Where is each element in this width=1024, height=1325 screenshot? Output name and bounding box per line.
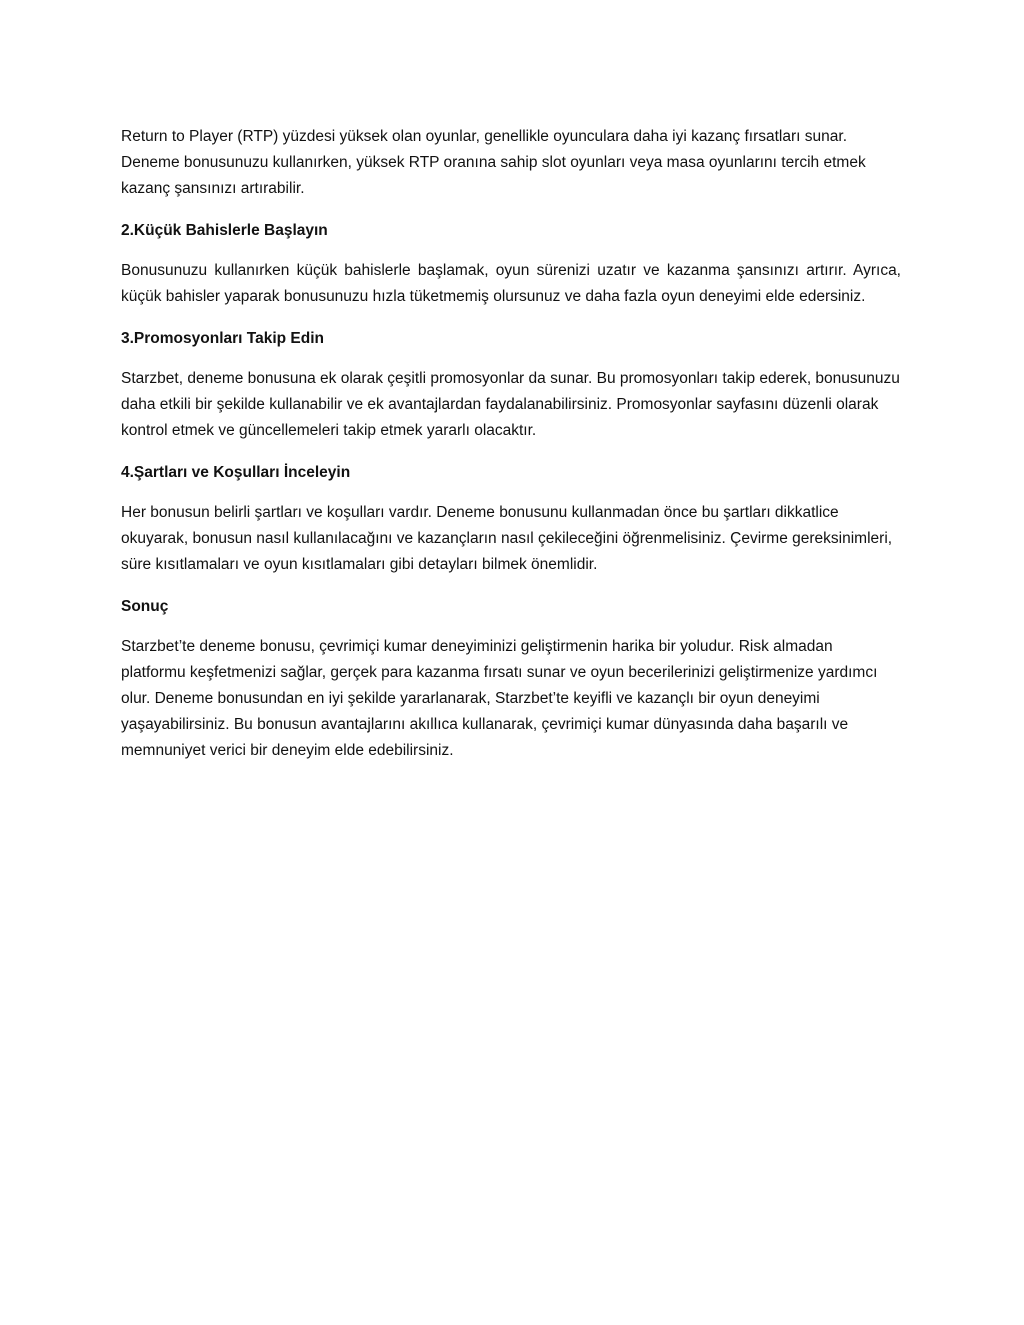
section-paragraph-sartlar: Her bonusun belirli şartları ve koşulları vardır. Deneme bonusunu kullanmadan önce bu şartları dikkatlice okuyarak, bonusun nasıl kullanılacağını ve kazançların nasıl çekileceğini öğrenmelisiniz. Çevirme gereksinimleri, süre kısıtlamaları ve oyun kısıtlamaları gibi detayları bilmek önemlidir. [121,504,893,573]
section-paragraph-kucuk-bahisler: Bonusunuzu kullanırken küçük bahislerle başlamak, oyun sürenizi uzatır ve kazanma şansınızı artırır. Ayrıca, küçük bahisler yaparak bonusunuzu hızla tüketmemiş olursunuz ve daha fazla oyun deneyimi elde edersiniz. [121,262,901,305]
intro-paragraph: Return to Player (RTP) yüzdesi yüksek olan oyunlar, genellikle oyunculara daha iyi kazanç fırsatları sunar. Deneme bonusunuzu kullanırken, yüksek RTP oranına sahip slot oyunları veya masa oyunlarını tercih etmek kazanç şansınızı artırabilir. [121,128,866,197]
section-heading-promosyonlar: 3.Promosyonları Takip Edin [121,330,324,347]
section-heading-sartlar: 4.Şartları ve Koşulları İnceleyin [121,464,351,481]
section-paragraph-promosyonlar: Starzbet, deneme bonusuna ek olarak çeşitli promosyonlar da sunar. Bu promosyonları takip ederek, bonusunuzu daha etkili bir şekilde kullanabilir ve ek avantajlardan faydalanabilirsiniz. Promosyonlar sayfasını düzenli olarak kontrol etmek ve güncellemeleri takip etmek yararlı olacaktır. [121,370,900,439]
document-page [121,124,901,780]
section-heading-sonuc: Sonuç [121,598,169,615]
section-paragraph-sonuc: Starzbet’te deneme bonusu, çevrimiçi kumar deneyiminizi geliştirmenin harika bir yoludur. Risk almadan platformu keşfetmenizi sağlar, gerçek para kazanma fırsatı sunar ve oyun becerilerinizi geliştirmenize yardımcı olur. Deneme bonusundan en iyi şekilde yararlanarak, Starzbet’te keyifli ve kazançlı bir oyun deneyimi yaşayabilirsiniz. Bu bonusun avantajlarını akıllıca kullanarak, çevrimiçi kumar dünyasında daha başarılı ve memnuniyet verici bir deneyim elde edebilirsiniz. [121,638,878,759]
section-heading-kucuk-bahisler: 2.Küçük Bahislerle Başlayın [121,222,328,239]
